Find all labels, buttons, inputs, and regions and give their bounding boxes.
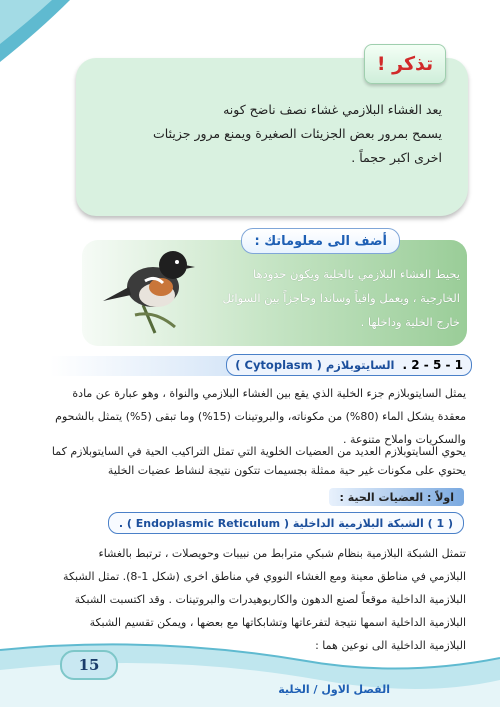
info-line: الخارجية ، ويعمل واقياً وساندا وحاجزاً بين السوائل — [222, 291, 460, 305]
info-line: يحيط الغشاء البلازمي بالخلية ويكون حدودها — [253, 267, 460, 281]
remember-line: يعد الغشاء البلازمي غشاء نصف ناضح كونه — [223, 102, 442, 117]
section-title: السايتوبلازم ( Cytoplasm ) — [235, 358, 395, 372]
paragraph-line: يحوي السايتوبلازم العديد من العضيات الخلوية التي تمثل التراكيب الحية في السايتوبلازم كما — [51, 445, 466, 458]
living-organelles-heading: اولاً : العضيات الحية : — [329, 488, 464, 506]
paragraph-line: يمثل السايتوبلازم جزء الخلية الذي يقع بين الغشاء البلازمي والنواة ، وهو عبارة عن مادة — [72, 387, 466, 400]
corner-ribbon-decoration — [0, 0, 90, 70]
paragraph-line: والسكريات واملاح متنوعة . — [342, 433, 466, 446]
paragraph-line: البلازمية الداخلية موقعاً لصنع الدهون والكاربوهيدرات والبروتينات . وقد اكتسبت الشبكة — [74, 593, 466, 606]
chapter-label: الفصل الاول / الخلية — [278, 683, 390, 696]
bird-image — [95, 235, 205, 335]
paragraph-line: البلازمي في مناطق معينة ومع الغشاء النووي في مناطق اخرى (شكل 1-8). تمثل الشبكة — [63, 570, 466, 583]
paragraph-line: تتمثل الشبكة البلازمية بنظام شبكي مترابط من نبيبات وحويصلات ، ترتبط بالغشاء — [98, 547, 466, 560]
remember-box — [76, 53, 468, 216]
remember-text — [112, 98, 442, 170]
remember-title: تذكر ! — [364, 44, 446, 84]
paragraph-line: يحتوي على مكونات غير حية ممثلة بجسيمات تتكون نتيجة لنشاط عضيات الخلية — [107, 464, 466, 477]
remember-line: يسمح بمرور بعض الجزيئات الصغيرة ويمنع مرور جزيئات — [153, 126, 442, 141]
remember-line: اخرى اكبر حجماً . — [351, 150, 442, 165]
endoplasmic-reticulum-heading: ( 1 ) الشبكة البلازمية الداخلية ( Endoplasmic Reticulum ) . — [108, 512, 464, 534]
paragraph-line: معقدة يشكل الماء (80%) من مكوناته، والبروتينات (15%) وما تبقى (5%) يتمثل بالشحوم — [55, 410, 466, 423]
info-text — [210, 262, 460, 334]
info-title: أضف الى معلوماتك : — [241, 228, 400, 254]
section-number: 1 - 5 - 2 . — [402, 358, 463, 372]
section-heading — [226, 354, 472, 376]
paragraph-line: البلازمية الداخلية اسمها نتيجة لتفرعاتها وتشابكاتها مع بعضها ، ويمكن تقسيم الشبكة — [89, 616, 466, 629]
info-line: خارج الخلية وداخلها . — [360, 315, 460, 329]
paragraph-organelles — [36, 440, 466, 482]
page-number: 15 — [60, 650, 118, 680]
paragraph-line: البلازمية الداخلية الى نوعين هما : — [315, 639, 466, 652]
